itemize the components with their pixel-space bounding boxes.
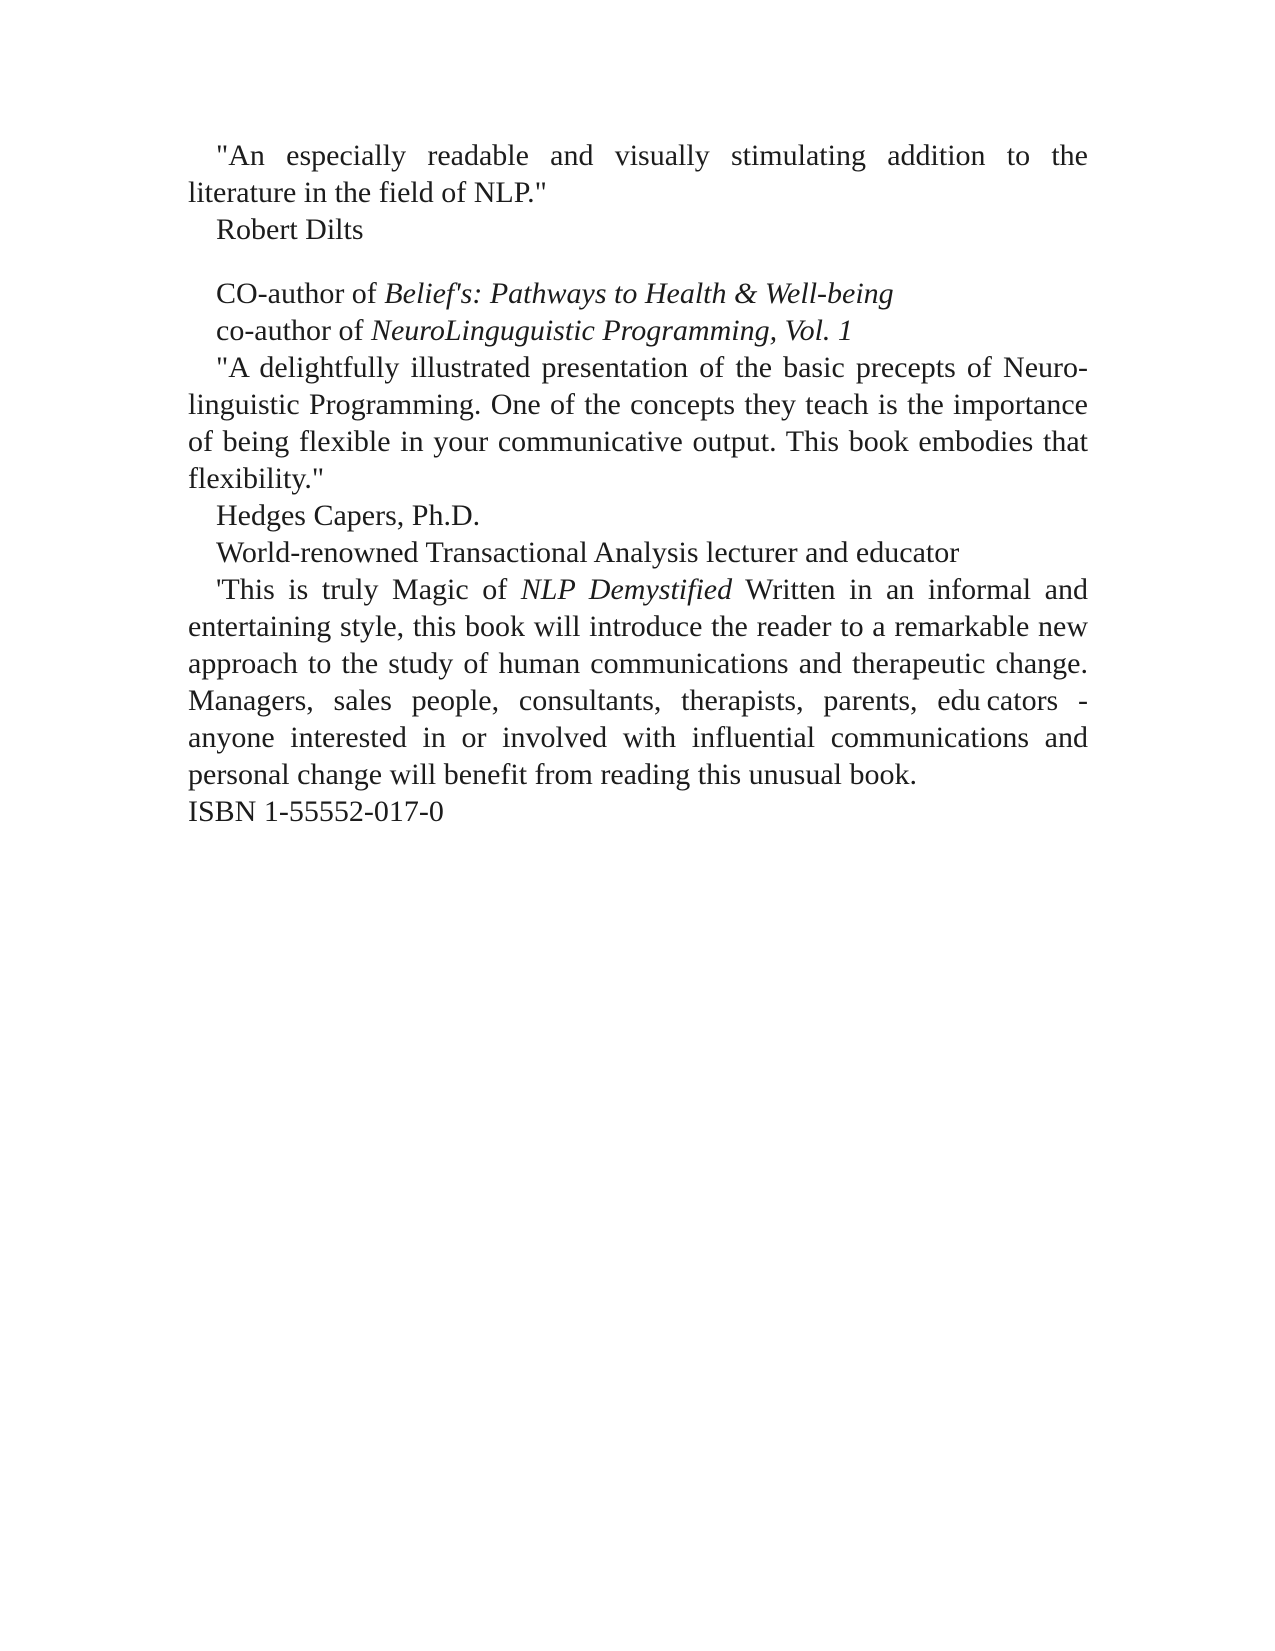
- quote-1-attribution: Robert Dilts: [216, 213, 364, 246]
- credit-line-2: co-author of NeuroLinguguistic Programming, Vol. 1: [216, 314, 853, 347]
- quote-2-attribution-role: World-renowned Transactional Analysis lecturer and educator: [216, 536, 960, 569]
- review-paragraph: 'This is truly Magic of NLP Demystified Written in an informal and entertaining style, this book will introduce the reader to a remarkable new approach to the study of human communications and therapeutic change. Managers, sales people, consultants, therapists, parents, edu cators - anyone interested in or involved with influential communications and personal change will benefit from reading this unusual book.: [188, 573, 1088, 791]
- isbn-number: ISBN 1-55552-017-0: [188, 795, 444, 828]
- credit-line-1: CO-author of Belief's: Pathways to Health & Well-being: [216, 277, 894, 310]
- author-credits: [188, 275, 1088, 349]
- quote-1-text: "An especially readable and visually stimulating addition to the literature in the field of NLP.": [188, 139, 1088, 209]
- quote-2-text: "A delightfully illustrated presentation of the basic precepts of Neuro-linguistic Programming. One of the concepts they teach is the importance of being flexible in your communicative output. This book embodies that flexibility.": [188, 351, 1088, 495]
- quote-2-attribution: Hedges Capers, Ph.D.: [216, 499, 481, 532]
